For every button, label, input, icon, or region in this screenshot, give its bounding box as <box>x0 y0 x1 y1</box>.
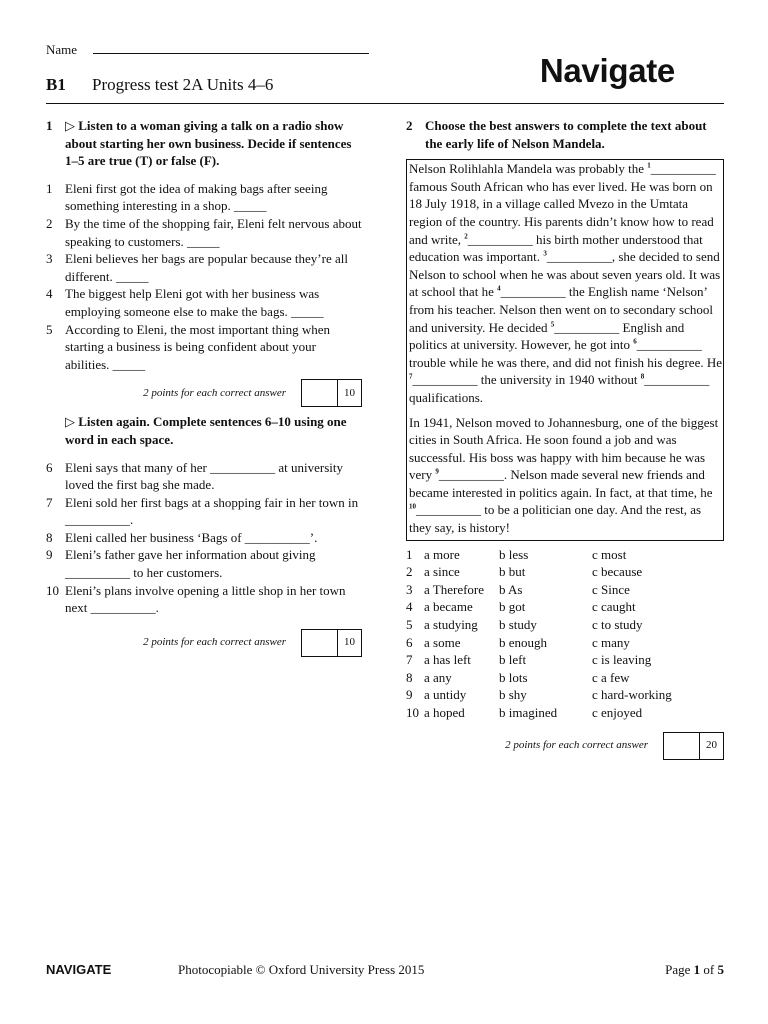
option-a[interactable]: a any <box>424 669 452 685</box>
option-c[interactable]: c a few <box>592 669 630 685</box>
header-divider <box>46 103 724 104</box>
option-row: 7 a has left b left c is leaving <box>406 651 724 669</box>
question-text: Eleni says that many of her __________ at university loved the first bag she made. <box>65 459 344 493</box>
task-2-heading <box>406 117 724 152</box>
option-a[interactable]: a untidy <box>424 687 467 703</box>
option-c[interactable]: c Since <box>592 581 630 597</box>
brand-logo: Navigate <box>539 52 675 89</box>
question-number: 7 <box>46 494 53 510</box>
gap-number: 3 <box>543 249 547 258</box>
task-number: 1 <box>46 118 53 133</box>
reading-paragraph: In 1941, Nelson moved to Johannesburg, one of the biggest cities in South Africa. He soon found a job and was successful. His boss was happy with him because he was very $^9$__________. Nelson made several new friends and became interested in politics again. In fact, at that time, he $^{10}$__________ to be a politician one day. And the rest, as they say, is history! <box>409 414 719 536</box>
question-item <box>46 494 362 529</box>
option-b[interactable]: b but <box>499 564 526 580</box>
option-row: 9 a untidy b shy c hard-working <box>406 686 724 704</box>
option-c[interactable]: c because <box>592 564 643 580</box>
page-current: 1 <box>693 962 701 977</box>
score-total: 10 <box>344 386 355 399</box>
option-b[interactable]: b lots <box>499 669 528 685</box>
option-b[interactable]: b enough <box>499 634 548 650</box>
score-label: 2 points for each correct answer <box>143 636 286 649</box>
name-row <box>46 41 369 58</box>
task-instruction: Listen to a woman giving a talk on a radio show about starting her own business. Decide if sentences 1–5 are true (T) or false (F). <box>65 118 352 169</box>
gap-number: 7 <box>409 372 413 381</box>
option-b[interactable]: b study <box>499 617 537 633</box>
question-text: By the time of the shopping fair, Eleni felt nervous about speaking to customers. _____ <box>65 215 362 249</box>
test-title: Progress test 2A Units 4–6 <box>92 75 274 94</box>
option-row: 10 a hoped b imagined c enjoyed <box>406 704 724 722</box>
question-item <box>46 321 362 374</box>
option-c[interactable]: c most <box>592 546 627 562</box>
question-item <box>46 546 362 581</box>
question-text: Eleni believes her bags are popular because they’re all different. _____ <box>65 251 348 284</box>
option-row: 2 a since b but c because <box>406 563 724 581</box>
score-row <box>406 732 724 760</box>
option-c[interactable]: c to study <box>592 617 643 633</box>
option-row: 6 a some b enough c many <box>406 634 724 652</box>
question-text: The biggest help Eleni got with her business was employing someone else to make the bags. _____ <box>65 286 324 319</box>
option-a[interactable]: a some <box>424 634 461 650</box>
question-item <box>46 250 362 285</box>
gap-number: 2 <box>464 232 468 241</box>
score-label: 2 points for each correct answer <box>143 386 286 399</box>
question-item <box>46 215 362 250</box>
task-instruction: Choose the best answers to complete the text about the early life of Nelson Mandela. <box>425 118 707 151</box>
option-a[interactable]: a studying <box>424 617 478 633</box>
question-text: Eleni sold her first bags at a shopping fair in her town in __________. <box>65 494 359 528</box>
gap-number: 6 <box>633 337 637 346</box>
option-c[interactable]: c many <box>592 634 630 650</box>
footer-copyright: Photocopiable © Oxford University Press 2015 <box>178 962 425 977</box>
question-item <box>46 459 362 494</box>
score-box <box>301 379 362 407</box>
option-c[interactable]: c is leaving <box>592 652 652 668</box>
score-label: 2 points for each correct answer <box>505 738 648 751</box>
option-b[interactable]: b As <box>499 581 523 597</box>
task-1-heading <box>46 117 362 170</box>
score-row <box>46 379 362 407</box>
play-triangle-icon: ▷ <box>65 118 75 133</box>
question-list-1-5 <box>46 180 362 374</box>
question-text: Eleni first got the idea of making bags after seeing something interesting in a shop. _____ <box>65 180 328 214</box>
question-text: According to Eleni, the most important thing when starting a business is being confident about your abilities. _____ <box>65 321 331 372</box>
task-instruction: Listen again. Complete sentences 6–10 using one word in each space. <box>65 414 347 447</box>
option-c[interactable]: c enjoyed <box>592 705 643 720</box>
score-entry[interactable] <box>302 380 338 406</box>
option-row: 3 a Therefore b As c Since <box>406 581 724 599</box>
score-row <box>46 629 362 657</box>
footer-brand: NAVIGATE <box>46 962 112 977</box>
answer-options <box>406 546 724 722</box>
score-box <box>663 732 724 760</box>
question-number: 5 <box>46 321 53 337</box>
option-a[interactable]: a Therefore <box>424 581 485 597</box>
option-b[interactable]: b shy <box>499 687 527 703</box>
question-item <box>46 285 362 320</box>
gap-number: 9 <box>435 467 439 476</box>
option-row: 5 a studying b study c to study <box>406 616 724 634</box>
option-a[interactable]: a hoped <box>424 705 465 720</box>
option-c[interactable]: c hard-working <box>592 687 672 703</box>
left-column <box>46 117 362 663</box>
option-a[interactable]: a became <box>424 599 473 615</box>
reading-text-box <box>406 159 724 540</box>
question-number: 9 <box>46 547 53 563</box>
option-a[interactable]: a since <box>424 564 460 580</box>
gap-number: 5 <box>550 320 555 329</box>
question-number: 1 <box>46 180 53 196</box>
option-b[interactable]: b got <box>499 599 526 615</box>
question-number: 4 <box>46 286 53 302</box>
play-triangle-icon: ▷ <box>65 414 75 430</box>
score-total: 10 <box>344 636 355 649</box>
score-box <box>301 629 362 657</box>
name-field[interactable] <box>93 41 369 54</box>
question-number: 2 <box>46 215 53 231</box>
score-total: 20 <box>706 738 717 751</box>
score-entry[interactable] <box>302 630 338 656</box>
question-number: 8 <box>46 529 53 545</box>
option-b[interactable]: b left <box>499 652 527 668</box>
question-number: 10 <box>46 582 59 598</box>
question-number: 3 <box>46 251 53 267</box>
option-b[interactable]: b less <box>499 546 529 562</box>
level-label: B1 <box>46 75 66 94</box>
gap-number: 8 <box>640 372 645 381</box>
task-1b-heading <box>46 413 362 448</box>
question-text: Eleni’s father gave her information about giving __________ to her customers. <box>65 547 316 581</box>
question-item <box>46 180 362 215</box>
question-text: Eleni called her business ‘Bags of __________’. <box>65 529 318 545</box>
question-item <box>46 582 362 617</box>
option-a[interactable]: a more <box>424 546 460 562</box>
option-a[interactable]: a has left <box>424 652 471 668</box>
gap-number: 10 <box>409 503 416 512</box>
right-column <box>406 117 724 766</box>
question-number: 6 <box>46 459 53 475</box>
task-number: 2 <box>406 118 413 133</box>
name-label: Name <box>46 42 78 57</box>
option-c[interactable]: c caught <box>592 599 636 615</box>
gap-number: 1 <box>647 161 651 170</box>
question-item <box>46 529 362 547</box>
question-text: Eleni’s plans involve opening a little shop in her town next __________. <box>65 582 346 616</box>
question-list-6-10 <box>46 459 362 617</box>
option-row: 1 a more b less c most <box>406 546 724 564</box>
gap-number: 4 <box>497 285 501 294</box>
option-row: 4 a became b got c caught <box>406 598 724 616</box>
option-b[interactable]: b imagined <box>499 705 558 720</box>
option-row: 8 a any b lots c a few <box>406 669 724 687</box>
score-entry[interactable] <box>664 733 700 759</box>
page-indicator: Page 1 of 5 <box>665 962 724 977</box>
reading-paragraph: Nelson Rolihlahla Mandela was probably the $^1$__________ famous South African who has ever lived. He was born on 18 July 1918, in a village called Mvezo in the Umtata region of the country. His parents didn’t know how to read and write, $^2$__________ his birth mother understood that education was important. $^3$__________, she decided to send Nelson to school when he was about seven years old. It was at school that he $^4$__________ the English name ‘Nelson’ from his teacher. Nelson then went on to secondary school and university. He decided $^5$__________ English and politics at university. However, he got into $^6$__________ trouble while he was there, and did not finish his degree. He $^7$__________ the university in 1940 without $^8$__________ qualifications. <box>409 161 722 405</box>
page-total: 5 <box>717 962 724 977</box>
